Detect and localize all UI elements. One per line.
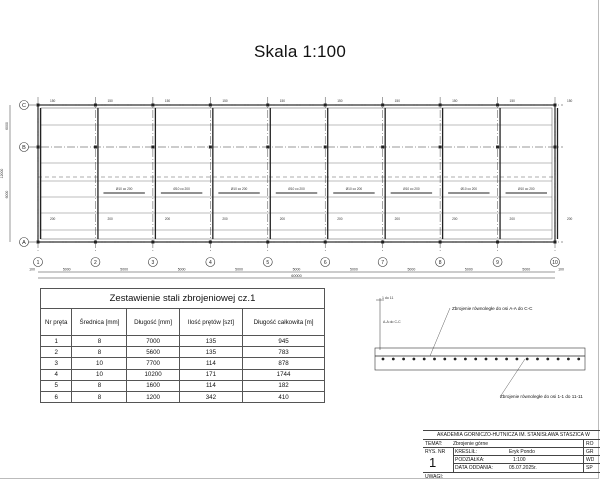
rebar-table-cell: 182 <box>243 380 325 391</box>
rebar-table-cell: 2 <box>41 347 72 358</box>
bar-callout-label: Ø10 co 200 <box>460 187 478 191</box>
column-mark <box>94 241 97 244</box>
rebar-table-header-cell: Ilość prętów [szt] <box>179 309 242 336</box>
column-mark <box>151 104 154 107</box>
span-dimension: 5000 <box>177 267 186 272</box>
span-dimension: 5000 <box>522 267 531 272</box>
column-mark <box>554 104 557 107</box>
edge-dimension: 100 <box>558 267 564 272</box>
title-block <box>423 430 600 480</box>
top-dim-label: 150 <box>50 99 56 103</box>
column-mark <box>151 146 154 149</box>
rebar-dot <box>577 358 580 361</box>
column-axis-label: 3 <box>151 260 155 266</box>
span-dimension: 5000 <box>62 267 71 272</box>
rebar-table-header-cell: Nr pręta <box>41 309 72 336</box>
side-field-a: RO <box>586 441 594 447</box>
bar-dim-label: 200 <box>107 217 113 221</box>
plan-outline <box>38 105 555 242</box>
rebar-table-cell: 135 <box>179 336 242 347</box>
rebar-table-body <box>41 336 325 403</box>
bar-dim-label: 200 <box>452 217 458 221</box>
rebar-dot <box>443 358 446 361</box>
column-axis-label: 4 <box>208 260 212 266</box>
column-mark <box>37 146 40 149</box>
column-mark <box>94 146 97 149</box>
bar-dim-label: 200 <box>337 217 343 221</box>
rebar-dot <box>423 358 426 361</box>
top-dim-label: 150 <box>337 99 343 103</box>
rebar-dot <box>392 358 395 361</box>
rebar-table-cell: 6 <box>41 391 72 402</box>
rebar-table-cell: 8 <box>72 391 127 402</box>
bar-callout-label: Ø10 co 200 <box>288 187 305 191</box>
left-dimension: 6000 <box>5 122 9 130</box>
column-mark <box>266 146 269 149</box>
bar-dim-label: 200 <box>509 217 515 221</box>
column-mark <box>209 146 212 149</box>
leader-line-bottom <box>500 359 525 397</box>
column-mark <box>266 104 269 107</box>
rebar-dot <box>433 358 436 361</box>
detail-mark-b: 1 do 11 <box>382 296 394 300</box>
left-dimension-total: 12000 <box>0 168 4 179</box>
reinforcement-plan <box>0 85 600 285</box>
column-mark <box>37 104 40 107</box>
rebar-table-cell: 171 <box>179 369 242 380</box>
bar-callout-label: Ø10 co 200 <box>173 187 190 191</box>
top-dim-label: 150 <box>567 99 573 103</box>
rebar-table-row <box>41 347 325 358</box>
bar-callout-label: Ø10 co 200 <box>345 187 363 191</box>
rebar-table-cell: 8 <box>72 347 127 358</box>
rebar-dot <box>536 358 539 361</box>
bar-dim-label: 200 <box>279 217 286 221</box>
column-mark <box>151 241 154 244</box>
column-mark <box>324 241 327 244</box>
span-dimension: 5000 <box>407 267 416 272</box>
left-dimension: 6000 <box>5 190 9 199</box>
column-mark <box>324 146 327 149</box>
bar-callout-label: Ø10 co 200 <box>518 187 535 191</box>
rebar-table-cell: 1600 <box>127 380 179 391</box>
rebar-table-cell: 878 <box>243 358 325 369</box>
rebar-table-row <box>41 358 325 369</box>
rebar-table-cell: 5 <box>41 380 72 391</box>
column-axis-label: 8 <box>438 260 442 266</box>
side-field-d: SP <box>586 465 593 471</box>
span-dimension: 5000 <box>464 267 473 272</box>
column-mark <box>94 104 97 107</box>
column-mark <box>439 146 442 149</box>
rebar-table-header-cell: Średnica [mm] <box>72 309 127 336</box>
rebar-table <box>40 288 325 403</box>
rebar-table-header-cell: Długość [mm] <box>127 309 179 336</box>
scale-title: Skala 1:100 <box>254 42 346 61</box>
column-axis-label: 7 <box>381 260 385 266</box>
slab-section <box>375 348 585 370</box>
data-value: 05.07.2025r. <box>509 465 537 471</box>
column-mark <box>554 146 557 149</box>
rebar-table-row <box>41 369 325 380</box>
span-dimension: 5000 <box>350 267 358 272</box>
edge-dimension: 100 <box>29 267 35 272</box>
kreslil-label: KREŚLIŁ: <box>455 449 477 455</box>
rebar-table-cell: 10 <box>72 358 127 369</box>
column-mark <box>381 241 384 244</box>
column-axis-label: 9 <box>496 260 499 266</box>
column-mark <box>209 104 212 107</box>
rebar-table-row <box>41 380 325 391</box>
data-label: DATA ODDANIA: <box>455 465 493 471</box>
column-mark <box>324 104 327 107</box>
column-mark <box>381 104 384 107</box>
bar-dim-label: 200 <box>222 217 228 221</box>
column-axis-label: 2 <box>94 260 97 266</box>
bar-dim-label: 200 <box>394 217 400 221</box>
bar-callout-label: Ø10 co 200 <box>403 187 420 191</box>
rebar-dot <box>474 358 477 361</box>
rebar-dot <box>516 358 519 361</box>
top-dim-label: 150 <box>279 99 286 103</box>
rebar-table-cell: 8 <box>72 380 127 391</box>
rebar-dot <box>464 358 467 361</box>
column-axis-label: 1 <box>36 260 40 266</box>
rebar-table-cell: 410 <box>243 391 325 402</box>
total-dimension: 60000 <box>291 274 302 278</box>
column-mark <box>439 241 442 244</box>
institution-name: AKADEMIA GÓRNICZO-HUTNICZA IM. STANISŁAWA STASZICA W <box>437 432 590 438</box>
column-axis-label: 6 <box>323 260 327 266</box>
detail-label-bottom: Zbrojenie równoległe do osi 1-1 do 11-11 <box>500 394 583 399</box>
rebar-dot <box>567 358 570 361</box>
column-axis-label: 10 <box>552 260 558 266</box>
rebar-dot <box>485 358 488 361</box>
rebar-table-cell: 1744 <box>243 369 325 380</box>
bar-callout-label: Ø10 co 200 <box>115 187 133 191</box>
column-mark <box>554 241 557 244</box>
span-dimension: 5000 <box>120 267 129 272</box>
span-dimension: 5000 <box>235 267 243 272</box>
rebar-dot <box>546 358 549 361</box>
podzialka-value: 1:100 <box>513 457 526 463</box>
rebar-table-cell: 114 <box>179 380 242 391</box>
uwagi-label: UWAGI: <box>425 474 444 480</box>
column-axis-label: 5 <box>266 260 270 266</box>
rebar-table-title: Zestawienie stali zbrojeniowej cz.1 <box>40 288 325 308</box>
rebar-table-cell: 7000 <box>127 336 179 347</box>
kreslil-value: Eryk Pondo <box>509 449 535 455</box>
rebar-table-header <box>41 309 325 336</box>
side-field-b: GR <box>586 449 594 455</box>
rebar-table-row <box>41 336 325 347</box>
rebar-table-header-cell: Długość całkowita [m] <box>243 309 325 336</box>
rebar-dot <box>454 358 457 361</box>
column-mark <box>37 241 40 244</box>
row-axis-label: C <box>22 103 26 109</box>
plan-inner-outline <box>41 108 552 239</box>
rebar-dot <box>413 358 416 361</box>
span-dimension: 5000 <box>292 267 301 272</box>
rebar-dot <box>505 358 508 361</box>
column-mark <box>266 241 269 244</box>
rebar-schedule <box>40 288 325 403</box>
rebar-table-cell: 945 <box>243 336 325 347</box>
rebar-table-cell: 1200 <box>127 391 179 402</box>
rebar-table-cell: 5600 <box>127 347 179 358</box>
column-mark <box>439 104 442 107</box>
top-dim-label: 150 <box>222 99 228 103</box>
column-mark <box>496 146 499 149</box>
rebar-table-cell: 7700 <box>127 358 179 369</box>
rebar-dot <box>402 358 405 361</box>
temat-value: Zbrojenie górne <box>453 441 489 447</box>
rebar-table-row <box>41 391 325 402</box>
side-field-c: WD <box>586 457 595 463</box>
column-mark <box>381 146 384 149</box>
temat-label: TEMAT: <box>425 441 443 447</box>
rebar-table-cell: 783 <box>243 347 325 358</box>
bar-callout-label: Ø10 co 200 <box>230 187 248 191</box>
column-mark <box>496 104 499 107</box>
bar-dim-label: 200 <box>164 217 171 221</box>
rebar-table-cell: 135 <box>179 347 242 358</box>
top-dim-label: 150 <box>107 99 113 103</box>
rys-value: 1 <box>429 455 437 470</box>
row-axis-label: A <box>22 240 26 246</box>
rebar-dot <box>495 358 498 361</box>
top-dim-label: 150 <box>164 99 171 103</box>
rebar-table-cell: 10 <box>72 369 127 380</box>
rebar-table-cell: 342 <box>179 391 242 402</box>
top-dim-label: 150 <box>394 99 400 103</box>
top-dim-label: 150 <box>509 99 515 103</box>
rebar-table-cell: 114 <box>179 358 242 369</box>
rebar-dot <box>526 358 529 361</box>
rebar-dot <box>382 358 385 361</box>
rebar-dot <box>557 358 560 361</box>
rys-label: RYS. NR <box>425 449 446 455</box>
rebar-table-cell: 10200 <box>127 369 179 380</box>
bar-dim-label: 200 <box>567 217 573 221</box>
bar-dim-label: 200 <box>50 217 56 221</box>
rebar-table-cell: 8 <box>72 336 127 347</box>
leader-line-top <box>430 308 450 356</box>
detail-label-top: Zbrojenie równoległe do osi A-A do C-C <box>452 306 533 311</box>
row-axis-label: B <box>22 145 26 151</box>
rebar-table-cell: 4 <box>41 369 72 380</box>
column-mark <box>496 241 499 244</box>
rebar-table-cell: 1 <box>41 336 72 347</box>
column-mark <box>209 241 212 244</box>
rebar-table-cell: 3 <box>41 358 72 369</box>
detail-mark-a: A-A do C-C <box>383 320 401 324</box>
podzialka-label: PODZIAŁKA: <box>455 457 485 463</box>
top-dim-label: 150 <box>452 99 458 103</box>
